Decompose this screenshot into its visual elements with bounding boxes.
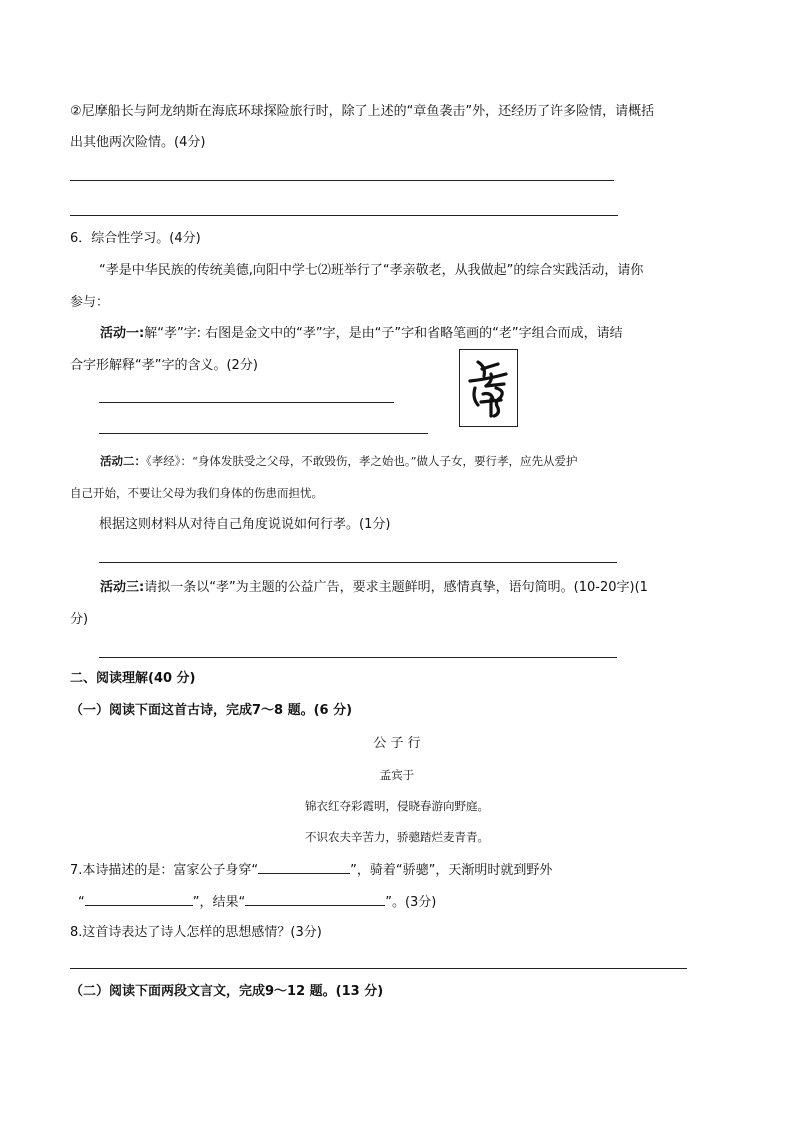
poem-author: 孟宾于 [379, 768, 415, 782]
poem-title: 公 子 行 [373, 736, 421, 751]
part2-heading: （二）阅读下面两段文言文，完成9～12 题。(13 分) [70, 984, 384, 999]
q7-text-c: “ [78, 895, 85, 910]
q8-text: 8.这首诗表达了诗人怎样的思想感情？(3分) [70, 925, 322, 940]
answer-line [70, 180, 614, 181]
answer-line [99, 562, 617, 563]
bronze-xiao-character-image [459, 349, 518, 427]
q7-text-e: ”。(3分) [385, 895, 437, 910]
section2-heading: 二、阅读理解(40 分) [70, 671, 196, 686]
activity2-line1 [100, 452, 578, 470]
activity1-line2: 合字形解释“孝”字的含义。(2分) [70, 358, 258, 373]
answer-line [70, 215, 618, 216]
activity3-line2: 分) [70, 612, 89, 627]
activity2-question: 根据这则材料从对待自己角度说说如何行孝。(1分) [99, 517, 391, 532]
bronze-xiao-glyph [460, 350, 517, 426]
q5-2-text-line1: ②尼摩船长与阿龙纳斯在海底环球探险旅行时，除了上述的“章鱼袭击”外，还经历了许多险情，请概括 [70, 104, 655, 119]
q7-line2 [78, 892, 436, 912]
answer-line [99, 433, 428, 434]
q7-blank-1[interactable] [258, 860, 350, 874]
q6-intro-line2: 参与： [70, 295, 110, 310]
q5-2-text-line2: 出其他两次险情。(4分) [70, 135, 206, 150]
q7-text-b: ”，骑着“骄骢”，天渐明时就到野外 [350, 863, 553, 878]
q7-blank-3[interactable] [245, 892, 385, 906]
activity2-label: 活动二： [100, 454, 146, 468]
activity3-text: 请拟一条以“孝”为主题的公益广告，要求主题鲜明，感情真挚，语句简明。(10-20字)(1 [144, 580, 648, 595]
activity2-text: 《孝经》：“身体发肤受之父母，不敢毁伤，孝之始也。”做人子女，要行孝，应先从爱护 [146, 454, 578, 468]
q7-text-d: ”，结果“ [192, 895, 246, 910]
answer-line [99, 402, 394, 403]
activity3-label: 活动三: [100, 580, 145, 595]
q6-heading: 6．综合性学习。(4分) [70, 231, 201, 246]
activity1-text: 解“孝”字: 右图是金文中的“孝”字，是由“子”字和省略笔画的“老”字组合而成，请结 [144, 326, 623, 341]
answer-line [70, 968, 687, 969]
poem-line: 不识农夫辛苦力，骄骢踏烂麦青青。 [305, 830, 489, 844]
q7-blank-2[interactable] [85, 892, 193, 906]
poem-line: 锦衣红夺彩霞明，侵晓春游向野庭。 [305, 799, 489, 813]
q7-text-a: 7.本诗描述的是：富家公子身穿“ [70, 863, 259, 878]
q7-line1 [70, 860, 552, 880]
part1-heading: （一）阅读下面这首古诗，完成7～8 题。(6 分) [70, 703, 353, 718]
activity3-line1 [100, 579, 648, 597]
answer-line [99, 657, 617, 658]
activity2-line2: 自己开始，不要让父母为我们身体的伤患而担忧。 [70, 486, 323, 500]
activity1-line1 [100, 325, 623, 343]
activity1-label: 活动一: [100, 326, 145, 341]
q6-intro-line1: “孝是中华民族的传统美德,向阳中学七⑵班举行了“孝亲敬老，从我做起”的综合实践活动，请你 [99, 263, 644, 278]
